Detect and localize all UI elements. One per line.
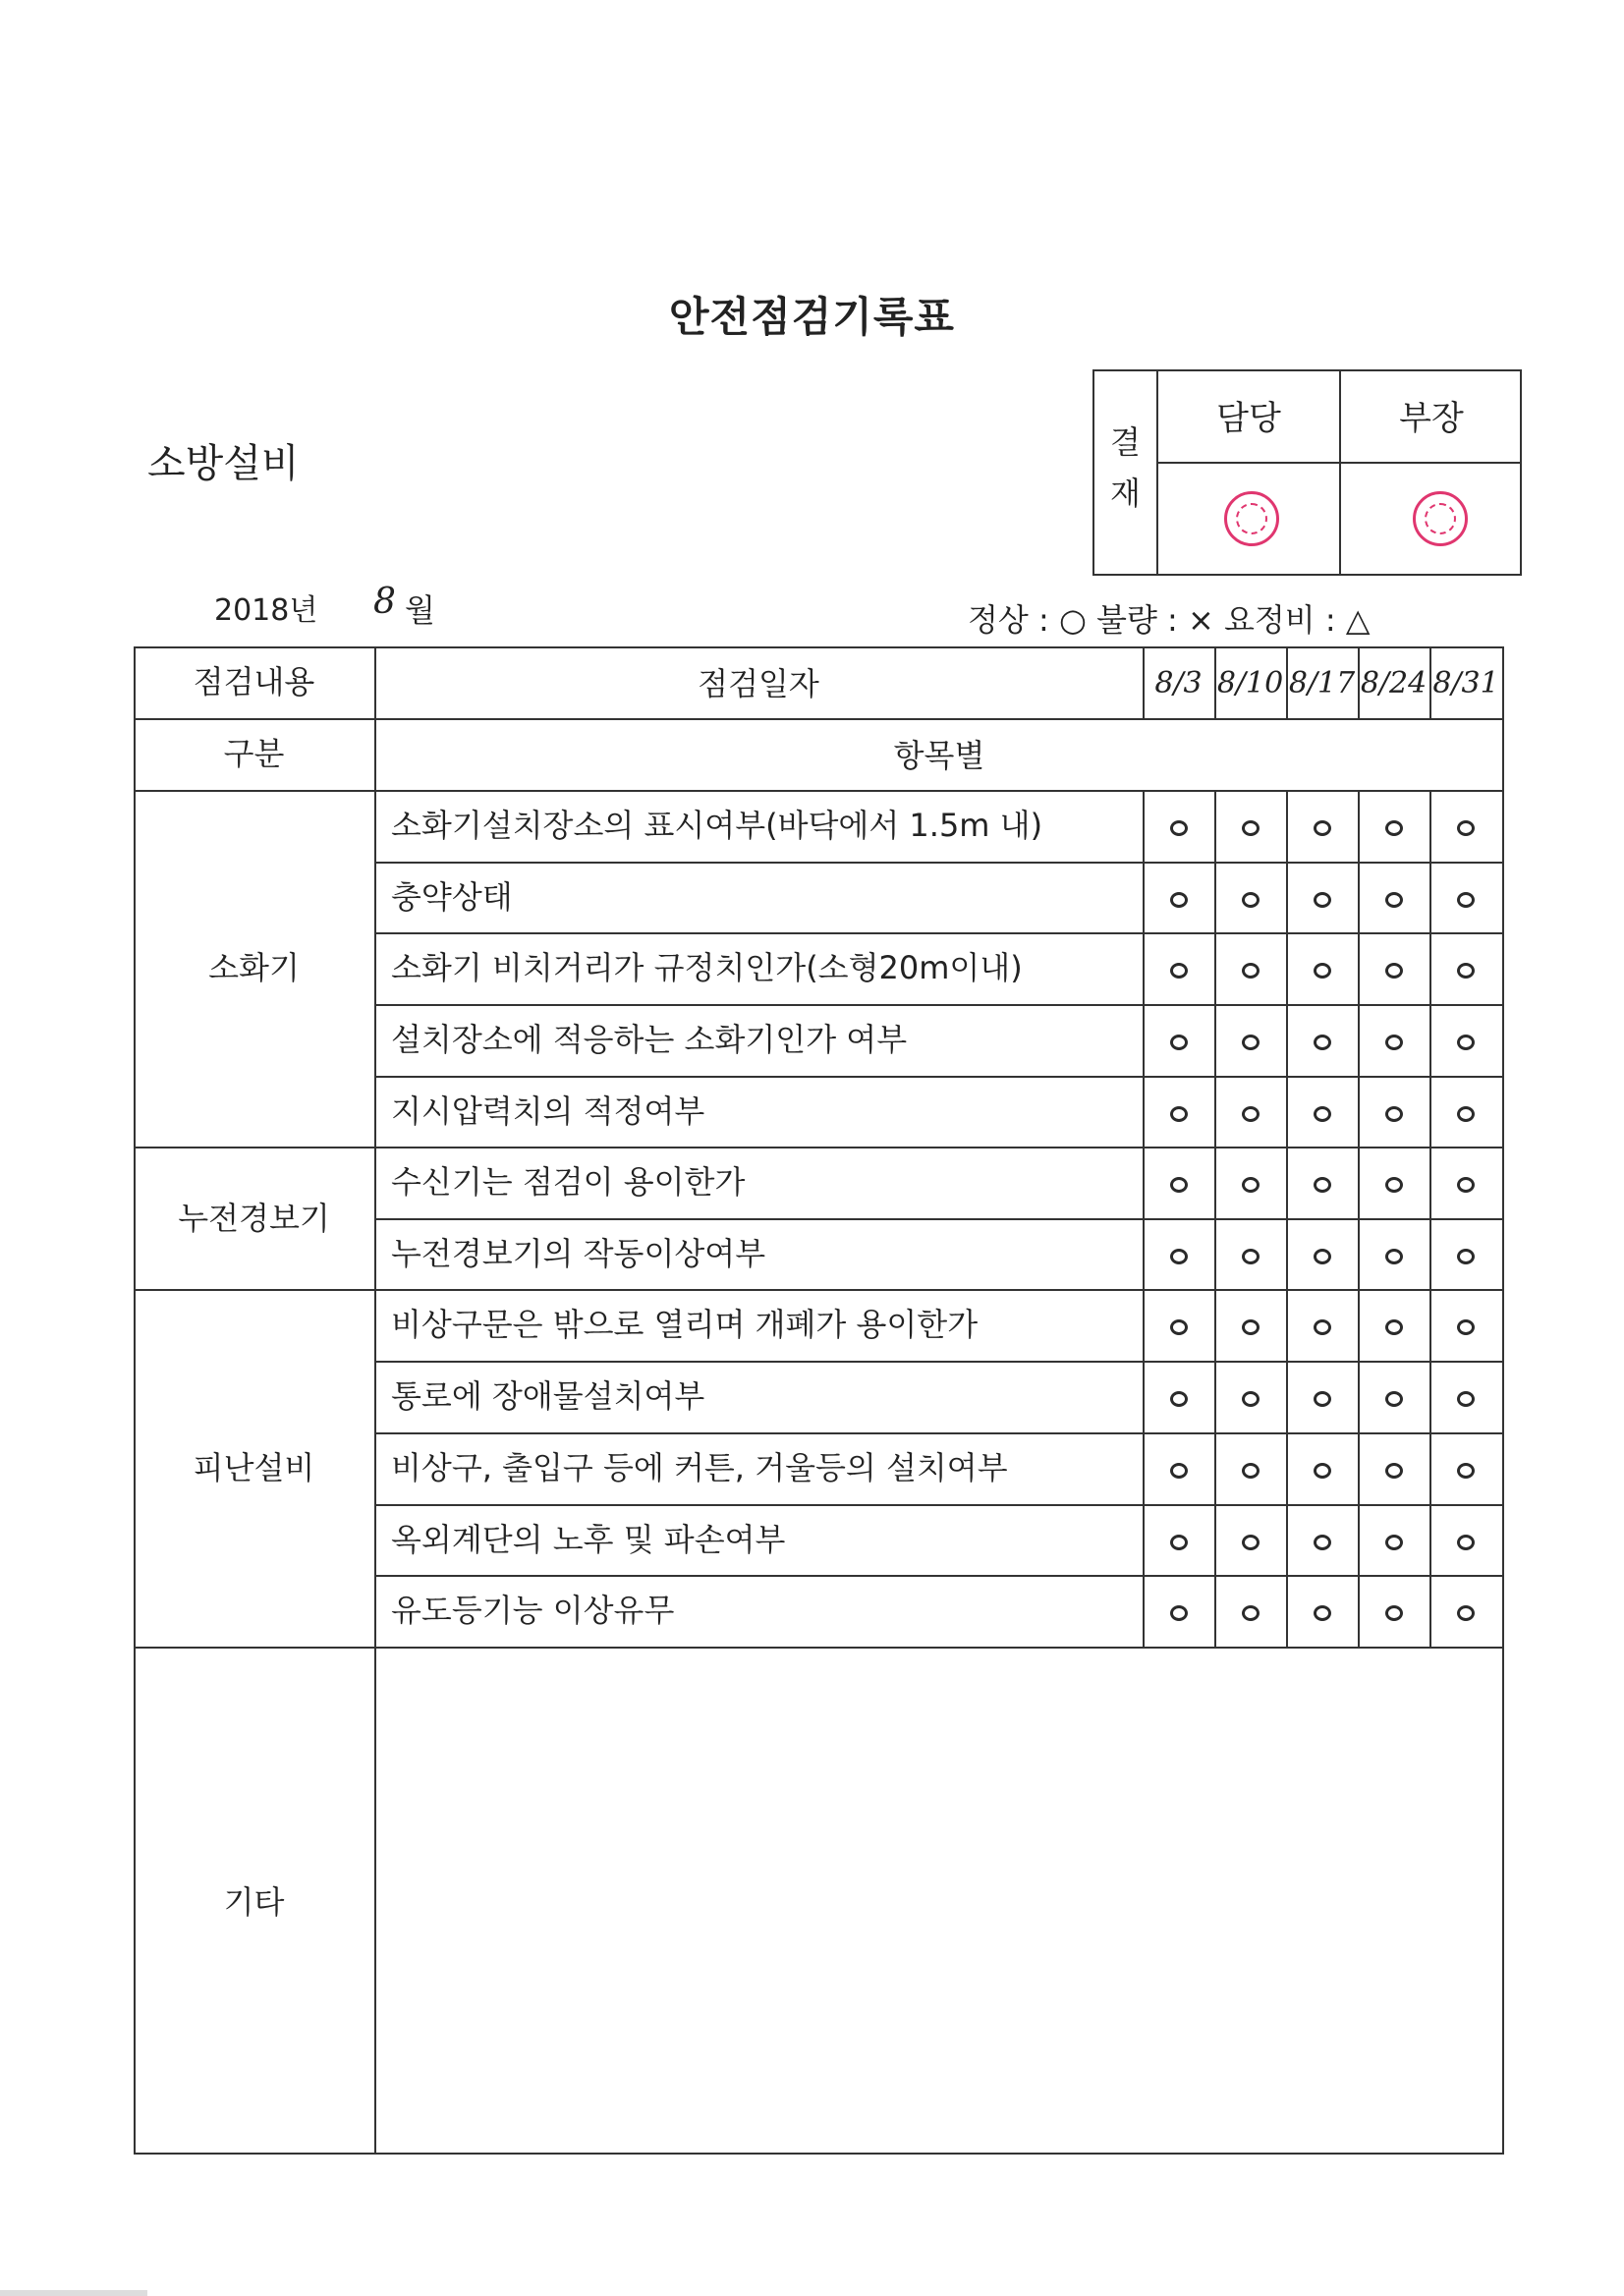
category-label: 소방설비	[147, 441, 300, 486]
check-mark-normal-icon	[1385, 1035, 1403, 1050]
check-mark-normal-icon	[1314, 820, 1331, 836]
check-mark-normal-icon	[1457, 892, 1475, 908]
check-mark-normal-icon	[1314, 963, 1331, 979]
staff-stamp-icon	[1224, 491, 1279, 546]
item-text: 소화기 비치거리가 규정치인가(소형20m이내)	[391, 949, 1023, 986]
check-mark-normal-icon	[1457, 963, 1475, 979]
check-mark-normal-icon	[1385, 1463, 1403, 1479]
other-label: 기타	[223, 1883, 285, 1921]
check-mark-normal-icon	[1170, 1177, 1188, 1193]
date-4: 8/24	[1360, 666, 1428, 700]
scan-edge-mark	[0, 2290, 147, 2296]
approval-label	[1094, 417, 1156, 519]
check-mark-normal-icon	[1242, 1463, 1260, 1479]
check-mark-normal-icon	[1170, 963, 1188, 979]
check-mark-normal-icon	[1170, 820, 1188, 836]
status-legend: 정상 : ○ 불량 : × 요정비 : △	[968, 601, 1371, 639]
page-title: 안전점검기록표	[668, 293, 955, 341]
item-text: 유도등기능 이상유무	[391, 1592, 675, 1629]
check-mark-normal-icon	[1385, 1177, 1403, 1193]
check-mark-normal-icon	[1457, 1106, 1475, 1122]
item-text: 비상구문은 밖으로 열리며 개폐가 용이한가	[391, 1306, 979, 1343]
header-date: 점검일자	[698, 665, 819, 702]
group-name-extinguisher: 소화기	[208, 949, 300, 986]
check-mark-normal-icon	[1242, 1535, 1260, 1550]
check-mark-normal-icon	[1242, 1035, 1260, 1050]
check-mark-normal-icon	[1314, 1249, 1331, 1264]
check-mark-normal-icon	[1457, 1249, 1475, 1264]
check-mark-normal-icon	[1385, 1391, 1403, 1407]
item-text: 비상구, 출입구 등에 커튼, 거울등의 설치여부	[391, 1449, 1008, 1486]
check-mark-normal-icon	[1242, 963, 1260, 979]
check-mark-normal-icon	[1242, 1605, 1260, 1621]
date-3: 8/17	[1288, 666, 1356, 700]
check-mark-normal-icon	[1385, 1535, 1403, 1550]
check-mark-normal-icon	[1242, 1391, 1260, 1407]
group-name-leak-alarm: 누전경보기	[178, 1200, 330, 1237]
check-mark-normal-icon	[1170, 1463, 1188, 1479]
check-mark-normal-icon	[1385, 820, 1403, 836]
item-text: 통로에 장애물설치여부	[391, 1377, 705, 1415]
check-mark-normal-icon	[1457, 1177, 1475, 1193]
check-mark-normal-icon	[1170, 892, 1188, 908]
check-mark-normal-icon	[1242, 1177, 1260, 1193]
approval-role-staff: 담당	[1216, 399, 1281, 438]
check-mark-normal-icon	[1385, 1106, 1403, 1122]
check-mark-normal-icon	[1314, 1319, 1331, 1335]
approval-role-manager: 부장	[1399, 399, 1464, 438]
check-mark-normal-icon	[1170, 1035, 1188, 1050]
date-2: 8/10	[1216, 666, 1284, 700]
year-label: 2018년	[214, 593, 318, 628]
check-mark-normal-icon	[1457, 820, 1475, 836]
check-mark-normal-icon	[1314, 1106, 1331, 1122]
approval-box	[1092, 369, 1522, 576]
check-mark-normal-icon	[1457, 1605, 1475, 1621]
item-text: 누전경보기의 작동이상여부	[391, 1235, 766, 1272]
header-group: 구분	[223, 735, 285, 772]
date-1: 8/3	[1154, 666, 1203, 700]
check-mark-normal-icon	[1457, 1319, 1475, 1335]
check-mark-normal-icon	[1457, 1463, 1475, 1479]
check-mark-normal-icon	[1457, 1035, 1475, 1050]
check-mark-normal-icon	[1242, 892, 1260, 908]
item-text: 소화기설치장소의 표시여부(바닥에서 1.5m 내)	[391, 807, 1043, 844]
check-mark-normal-icon	[1314, 892, 1331, 908]
header-item: 항목별	[893, 737, 985, 774]
check-mark-normal-icon	[1170, 1605, 1188, 1621]
check-mark-normal-icon	[1242, 820, 1260, 836]
check-mark-normal-icon	[1385, 1605, 1403, 1621]
check-mark-normal-icon	[1242, 1319, 1260, 1335]
check-mark-normal-icon	[1242, 1249, 1260, 1264]
manager-stamp-icon	[1413, 491, 1468, 546]
header-content: 점검내용	[193, 663, 315, 700]
check-mark-normal-icon	[1170, 1249, 1188, 1264]
check-mark-normal-icon	[1385, 963, 1403, 979]
month-value: 8	[373, 582, 396, 622]
check-mark-normal-icon	[1170, 1391, 1188, 1407]
check-mark-normal-icon	[1170, 1319, 1188, 1335]
approval-label-top: 결	[1110, 423, 1141, 461]
approval-label-bottom: 재	[1110, 475, 1141, 512]
check-mark-normal-icon	[1314, 1463, 1331, 1479]
item-text: 수신기는 점검이 용이한가	[391, 1163, 746, 1201]
group-name-evacuation: 피난설비	[193, 1449, 315, 1486]
inspection-table	[134, 646, 1504, 2155]
check-mark-normal-icon	[1242, 1106, 1260, 1122]
item-text: 지시압력치의 적정여부	[391, 1092, 705, 1130]
check-mark-normal-icon	[1314, 1177, 1331, 1193]
check-mark-normal-icon	[1385, 1249, 1403, 1264]
item-text: 옥외계단의 노후 및 파손여부	[391, 1521, 786, 1558]
month-unit: 월	[405, 591, 435, 629]
check-mark-normal-icon	[1170, 1535, 1188, 1550]
check-mark-normal-icon	[1314, 1035, 1331, 1050]
check-mark-normal-icon	[1385, 892, 1403, 908]
check-mark-normal-icon	[1457, 1391, 1475, 1407]
check-mark-normal-icon	[1314, 1391, 1331, 1407]
check-mark-normal-icon	[1457, 1535, 1475, 1550]
check-mark-normal-icon	[1385, 1319, 1403, 1335]
check-mark-normal-icon	[1314, 1535, 1331, 1550]
check-mark-normal-icon	[1170, 1106, 1188, 1122]
item-text: 충약상태	[391, 878, 513, 916]
item-text: 설치장소에 적응하는 소화기인가 여부	[391, 1021, 908, 1058]
date-5: 8/31	[1432, 666, 1499, 700]
check-mark-normal-icon	[1314, 1605, 1331, 1621]
